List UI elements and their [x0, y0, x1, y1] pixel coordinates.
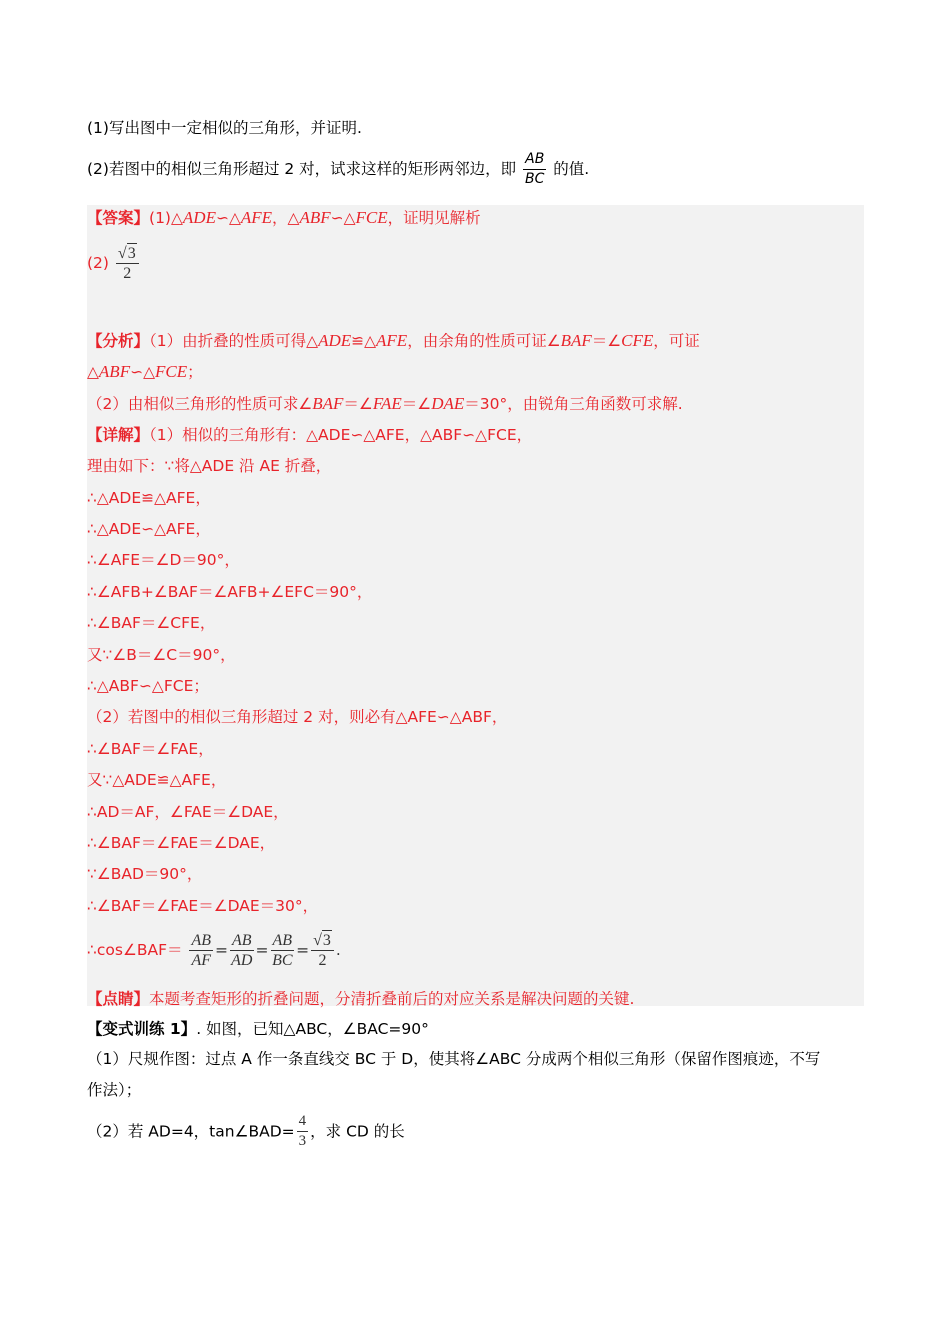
analysis-text: ＝∠	[591, 332, 622, 350]
analysis-line-3	[87, 394, 683, 414]
detail-line-17	[87, 930, 341, 970]
fraction-numerator: AB	[191, 931, 211, 949]
analysis-text: ABF	[98, 362, 131, 381]
analysis-text: ，由余角的性质可证∠	[407, 332, 561, 350]
fraction-numerator: AB	[272, 931, 293, 949]
analysis-text: ＝∠	[343, 395, 373, 413]
analysis-text: （2）由相似三角形的性质可求∠	[87, 395, 313, 413]
sqrt3-over-2-fraction	[116, 243, 139, 283]
equals-sign: =	[296, 941, 310, 959]
equals-sign: =	[255, 941, 269, 959]
analysis-text: ；	[187, 363, 203, 381]
detail-line-3: ∴△ADE≌△AFE，	[87, 489, 211, 507]
solution-background	[87, 205, 864, 1006]
fraction-numerator: √3	[311, 930, 334, 951]
fraction-denominator: AD	[231, 951, 253, 969]
detail-line-14: ∴∠BAF＝∠FAE＝∠DAE，	[87, 834, 276, 852]
variant-text: ，求 CD 的长	[310, 1122, 405, 1141]
variant-text: . 如图，已知△ABC，∠BAC=90°	[196, 1020, 429, 1038]
analysis-text: ＝30°，由锐角三角函数可求解.	[464, 395, 683, 413]
answer-line-1	[87, 208, 481, 228]
analysis-text: ≌	[351, 332, 365, 350]
answer-text: ABF	[299, 208, 331, 227]
fraction-denominator: BC	[525, 171, 545, 187]
detail-text: （1）相似的三角形有：△ADE∽△AFE，△ABF∽△FCE，	[149, 426, 533, 444]
variant-label: 【变式训练 1】	[87, 1020, 197, 1038]
detail-line-8: 又∵∠B＝∠C＝90°，	[87, 646, 236, 664]
fraction-numerator: AB	[231, 931, 252, 949]
analysis-text: CFE	[621, 331, 654, 350]
ab-over-bc-fraction	[271, 931, 295, 970]
fraction-denominator: 2	[123, 265, 132, 282]
detail-label: 【详解】	[87, 426, 150, 444]
analysis-text: （1）由折叠的性质可得△	[149, 332, 319, 350]
detail-line-16: ∴∠BAF＝∠FAE＝∠DAE＝30°，	[87, 897, 319, 915]
analysis-text: ADE	[318, 331, 352, 350]
answer-label: 【答案】	[87, 209, 150, 227]
question-part-2-text: (2)若图中的相似三角形超过 2 对，试求这样的矩形两邻边，即	[87, 160, 517, 178]
fraction-denominator: BC	[272, 951, 293, 969]
analysis-text: DAE	[431, 394, 465, 413]
analysis-text: △	[87, 363, 99, 381]
answer-text: △	[343, 209, 356, 227]
analysis-line-1	[87, 331, 700, 351]
question-part-2-tail: 的值.	[553, 160, 590, 178]
fraction-numerator: 4	[297, 1112, 309, 1132]
detail-line-12: 又∵△ADE≌△AFE，	[87, 771, 227, 789]
analysis-text: AFE	[376, 331, 408, 350]
four-thirds-fraction	[297, 1112, 309, 1151]
fraction-numerator: √3	[116, 243, 139, 264]
fraction-denominator: 2	[318, 952, 327, 969]
answer-text: FCE	[355, 208, 388, 227]
detail-text: ∴cos∠BAF＝	[87, 941, 183, 959]
fraction-numerator: AB	[523, 150, 546, 170]
fraction-denominator: AF	[191, 951, 211, 969]
analysis-line-2	[87, 362, 203, 382]
answer-text: (2)	[87, 254, 109, 272]
detail-line-6: ∴∠AFB+∠BAF＝∠AFB+∠EFC＝90°，	[87, 583, 373, 601]
variant-line-4	[87, 1112, 405, 1151]
answer-line-2	[87, 243, 141, 283]
answer-text: △	[287, 209, 300, 227]
detail-line-13: ∴AD＝AF，∠FAE＝∠DAE，	[87, 803, 289, 821]
detail-line-5: ∴∠AFE＝∠D＝90°，	[87, 551, 240, 569]
analysis-text: ＝∠	[401, 395, 432, 413]
analysis-text: ，可证	[653, 332, 700, 350]
question-part-2	[87, 150, 589, 189]
answer-text: ∽	[215, 209, 229, 227]
analysis-text: FCE	[155, 362, 188, 381]
equals-sign: =	[214, 941, 228, 959]
analysis-text: ∽△	[130, 363, 155, 381]
analysis-text: BAF	[312, 394, 344, 413]
variant-text: （2）若 AD=4，tan∠BAD=	[87, 1122, 295, 1141]
fraction-denominator: 3	[298, 1133, 307, 1149]
sqrt3-over-2-fraction	[311, 930, 334, 970]
point-label: 【点睛】	[87, 990, 150, 1008]
variant-line-3: 作法）；	[87, 1081, 142, 1099]
period: .	[335, 941, 341, 959]
answer-text: ADE	[182, 208, 216, 227]
detail-line-11: ∴∠BAF＝∠FAE，	[87, 740, 214, 758]
ab-over-af-fraction	[189, 931, 213, 970]
detail-line-9: ∴△ABF∽△FCE；	[87, 677, 209, 695]
answer-text: (1)△	[149, 209, 183, 227]
analysis-text: FAE	[372, 394, 402, 413]
detail-line-10: （2）若图中的相似三角形超过 2 对，则必有△AFE∽△ABF，	[87, 708, 508, 726]
detail-line-15: ∵∠BAD＝90°，	[87, 865, 203, 883]
analysis-text: △	[364, 332, 377, 350]
question-part-1: (1)写出图中一定相似的三角形，并证明.	[87, 119, 362, 137]
ab-over-bc-fraction	[523, 150, 546, 189]
radicand: 3	[127, 245, 136, 262]
answer-text: △	[228, 209, 241, 227]
answer-text: AFE	[240, 208, 273, 227]
variant-line-2: （1）尺规作图：过点 A 作一条直线交 BC 于 D，使其将∠ABC 分成两个相似三角形（保留作图痕迹，不写	[87, 1050, 821, 1068]
answer-text: ∽	[330, 209, 344, 227]
point-line	[87, 989, 634, 1009]
detail-line-7: ∴∠BAF＝∠CFE，	[87, 614, 216, 632]
ab-over-ad-fraction	[230, 931, 254, 970]
answer-text: ，证明见解析	[387, 209, 481, 227]
analysis-label: 【分析】	[87, 332, 150, 350]
detail-line-1	[87, 425, 532, 445]
answer-text: ，	[272, 209, 288, 227]
analysis-text: BAF	[560, 331, 592, 350]
detail-line-2: 理由如下：∵将△ADE 沿 AE 折叠，	[87, 457, 332, 475]
variant-line-1	[87, 1019, 429, 1039]
detail-line-4: ∴△ADE∽△AFE，	[87, 520, 211, 538]
point-text: 本题考查矩形的折叠问题，分清折叠前后的对应关系是解决问题的关键.	[149, 990, 635, 1008]
radicand: 3	[322, 932, 331, 949]
